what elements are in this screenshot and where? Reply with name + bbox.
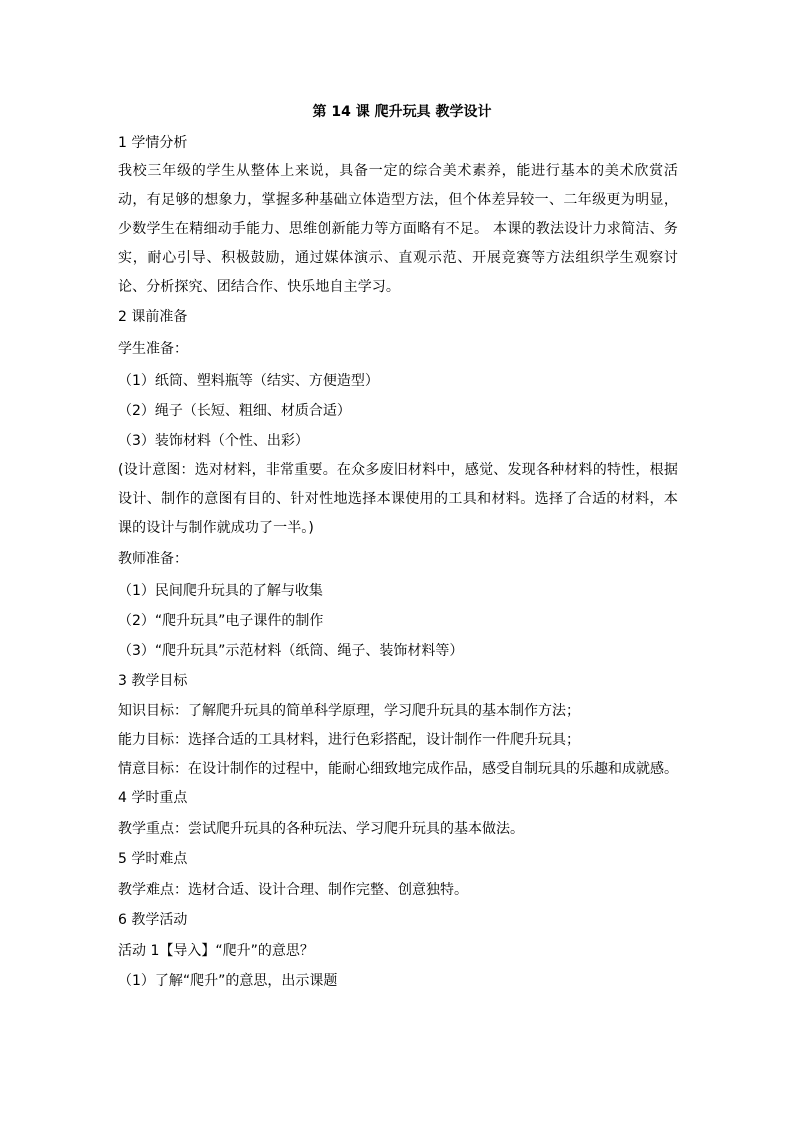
design-intent-paragraph: (设计意图：选对材料，非常重要。在众多废旧材料中，感觉、发现各种材料的特性，根据设计、制作的意图有目的、针对性地选择本课使用的工具和材料。选择了合适的材料，本课的设计与制作就成功了一半。) [118,461,678,536]
teacher-prep-item: （3）“爬升玩具”示范材料（纸筒、绳子、装饰材料等） [118,642,464,659]
goal-item: 知识目标：了解爬升玩具的简单科学原理，学习爬升玩具的基本制作方法； [118,702,580,719]
goal-item: 能力目标：选择合适的工具材料，进行色彩搭配，设计制作一件爬升玩具； [118,731,580,748]
section-heading-analysis: 1 学情分析 [118,135,188,151]
section-heading-activities: 6 教学活动 [118,911,188,928]
difficulty-text: 教学难点：选材合适、设计合理、制作完整、创意独特。 [118,881,468,898]
section-heading-key-point: 4 学时重点 [118,789,188,806]
student-prep-item: （2）绳子（长短、粗细、材质合适） [118,402,351,419]
section-heading-difficulty: 5 学时难点 [118,850,188,867]
section-heading-preparation: 2 课前准备 [118,308,188,325]
activity-title: 活动 1【导入】“爬升”的意思？ [118,942,314,959]
section-heading-goals: 3 教学目标 [118,672,188,689]
goal-item: 情意目标：在设计制作的过程中，能耐心细致地完成作品，感受自制玩具的乐趣和成就感。 [118,760,678,777]
analysis-paragraph: 我校三年级的学生从整体上来说，具备一定的综合美术素养，能进行基本的美术欣赏活动，有足够的想象力，掌握多种基础立体造型方法，但个体差异较一、二年级更为明显，少数学生在精细动手能力、思维创新能力等方面略有不足。 本课的教法设计力求简洁、务实，耐心引导、积极鼓励，通过媒体演示、直观示范、开展竞赛等方法组织学生观察讨论、分析探究、团结合作、快乐地自主学习。 [118,162,678,295]
teacher-prep-item: （2）“爬升玩具”电子课件的制作 [118,612,324,629]
key-point-text: 教学重点：尝试爬升玩具的各种玩法、学习爬升玩具的基本做法。 [118,820,524,837]
teacher-prep-item: （1）民间爬升玩具的了解与收集 [118,582,323,599]
student-prep-item: （1）纸筒、塑料瓶等（结实、方便造型） [118,372,379,389]
document-page [118,100,678,996]
student-prep-label: 学生准备： [118,340,188,357]
teacher-prep-label: 教师准备： [118,550,188,567]
activity-item: （1）了解“爬升”的意思，出示课题 [118,972,338,989]
document-title: 第 14 课 爬升玩具 教学设计 [312,104,492,120]
student-prep-item: （3）装饰材料（个性、出彩） [118,432,309,449]
